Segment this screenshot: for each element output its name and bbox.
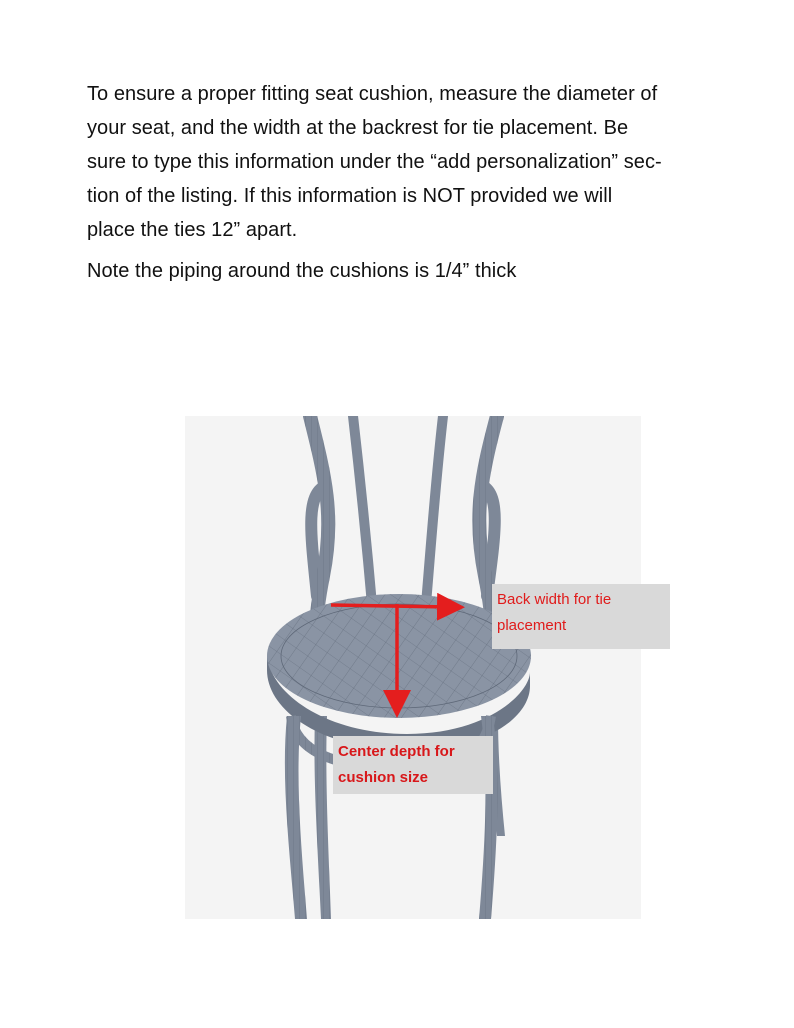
instructions-line: place the ties 12” apart. (87, 219, 298, 241)
instructions-line: your seat, and the width at the backrest for tie placement. Be (87, 117, 629, 139)
instructions-line: tion of the listing. If this information is NOT provided we will (87, 185, 613, 207)
center-depth-callout (333, 736, 493, 794)
piping-note-text: Note the piping around the cushions is 1/4” thick (87, 260, 517, 282)
back-width-callout (492, 584, 670, 649)
instructions-line: sure to type this information under the “add personalization” sec- (87, 151, 662, 173)
chair-illustration (185, 416, 641, 919)
back-width-arrow (331, 605, 451, 607)
instructions-paragraph (87, 77, 727, 247)
callout-line: cushion size (338, 769, 429, 786)
callout-line: Center depth for (338, 743, 455, 760)
callout-line: Back width for tie (497, 591, 612, 608)
piping-note (87, 254, 727, 288)
callout-line: placement (497, 617, 567, 634)
chair-diagram (185, 416, 641, 919)
instructions-line: To ensure a proper fitting seat cushion, measure the diameter of (87, 83, 658, 105)
